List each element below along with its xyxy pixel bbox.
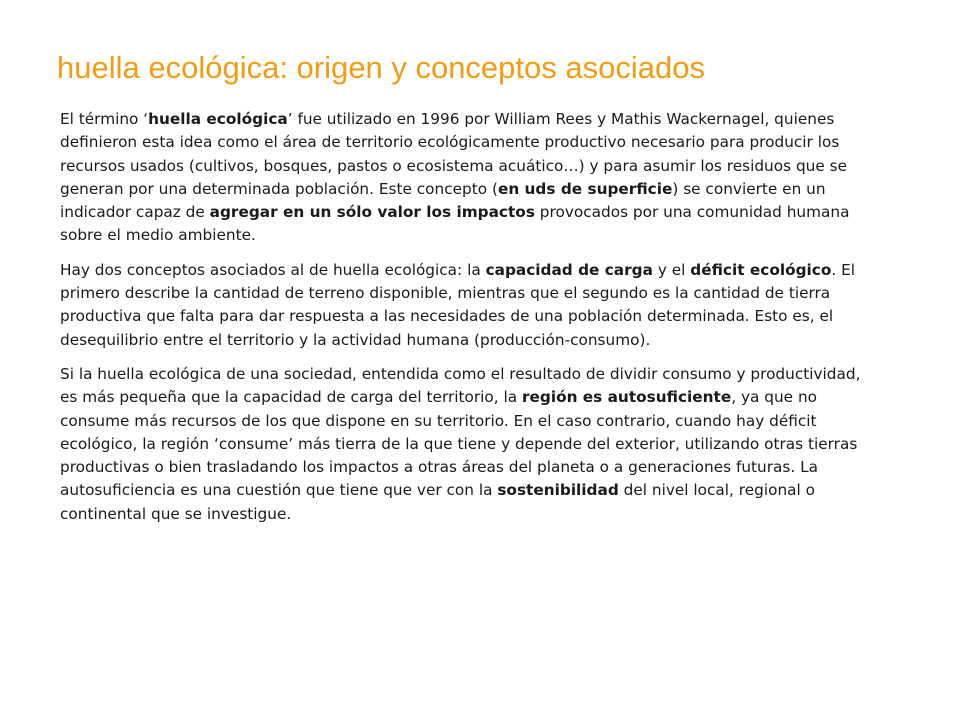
paragraph-conceptos-asociados	[60, 259, 880, 352]
bold-text-run: sostenibilidad	[497, 481, 619, 500]
text-run: El término ‘	[60, 110, 149, 128]
text-run: , ya que no consume más recursos de los que dispone en su territorio. En el caso contrario, cuando hay déficit ecológico, la región ‘consume’ más tierra de la que tiene y depende del exterior, utilizando otras tierras productivas o bien trasladando los impactos a otras áreas del planeta o a generaciones futuras. La autosuficiencia es una cuestión que tiene que ver con la	[60, 388, 858, 500]
text-run: y el	[652, 260, 691, 279]
slide-body	[60, 108, 880, 537]
bold-text-run: en uds de superficie	[497, 179, 673, 198]
text-run: Si la huella ecológica de una sociedad, entendida como el resultado de dividir consumo y productividad, es más pequeña que la capacidad de carga del territorio, la	[60, 364, 861, 407]
bold-text-run: agregar en un sólo valor los impactos	[209, 203, 535, 222]
text-run: del nivel local, regional o continental que se investigue.	[60, 481, 815, 523]
bold-text-run: región es autosuficiente	[521, 388, 732, 407]
bold-text-run: capacidad de carga	[485, 260, 653, 279]
text-run: ’ fue utilizado en 1996 por William Rees y Mathis Wackernagel, quienes definieron esta idea como el área de territorio ecológicamente productivo necesario para producir los recursos usados (cultivos, bosques, pastos o ecosistema acuático…) y para asumir los residuos que se generan por una determinada población. Este concepto (	[60, 110, 848, 198]
bold-text-run: déficit ecológico	[690, 260, 832, 279]
text-run: . El primero describe la cantidad de terreno disponible, mientras que el segundo es la cantidad de tierra productiva que falta para dar respuesta a las necesidades de una población determinada. Esto es, el desequilibrio entre el territorio y la actividad humana (producción-consumo).	[60, 260, 855, 349]
paragraph-autosuficiencia	[60, 363, 880, 526]
paragraph-huella-ecologica-origen	[60, 108, 880, 248]
text-run: ) se convierte en un indicador capaz de	[60, 179, 826, 222]
text-run: Hay dos conceptos asociados al de huella ecológica: la	[60, 260, 486, 279]
text-run: provocados por una comunidad humana sobre el medio ambiente.	[60, 203, 850, 245]
bold-text-run: huella ecológica	[148, 110, 288, 128]
slide-title: huella ecológica: origen y conceptos asociados	[57, 50, 705, 85]
